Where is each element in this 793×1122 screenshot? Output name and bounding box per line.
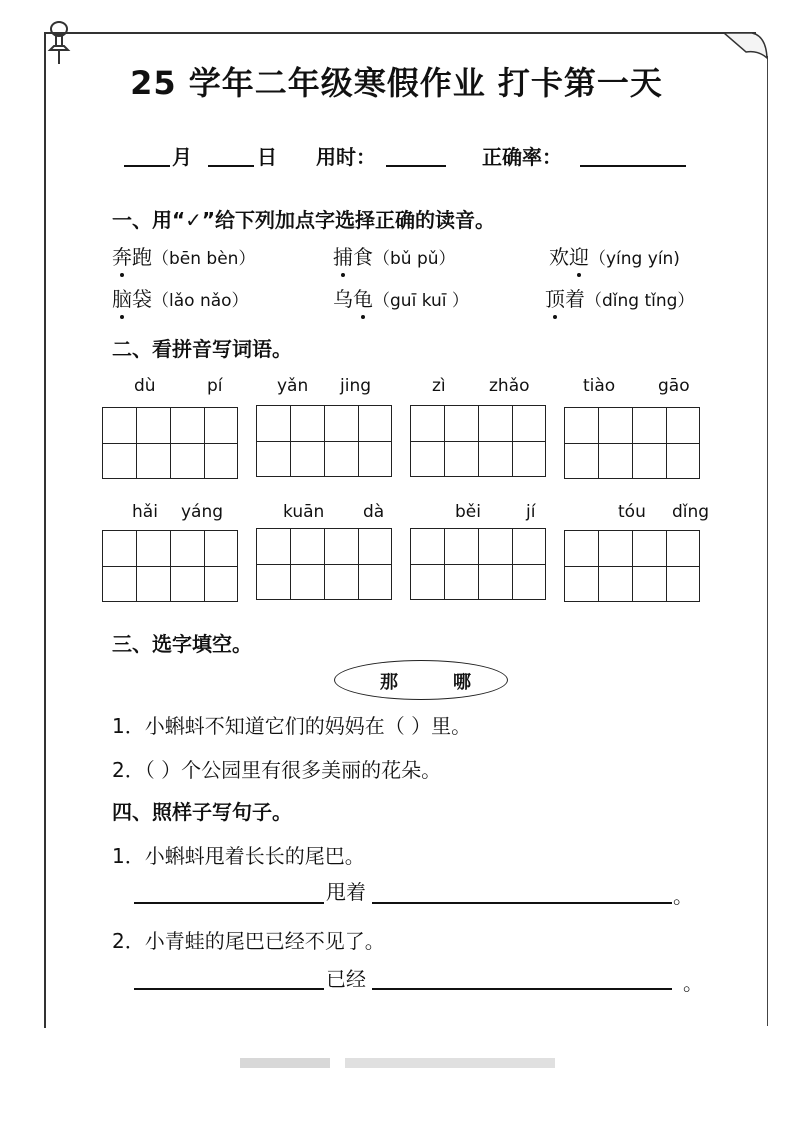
writing-grid[interactable] <box>102 407 238 479</box>
page-border-left <box>44 32 46 1028</box>
sentence-connector: 甩着 <box>326 880 366 904</box>
answer-blank[interactable] <box>134 988 324 990</box>
pinyin-label: zì <box>432 376 446 396</box>
pinyin-label: dǐng <box>672 502 710 522</box>
page-title: 25 学年二年级寒假作业 打卡第一天 <box>130 64 663 102</box>
example-sentence-2: 2．小青蛙的尾巴已经不见了。 <box>112 929 385 953</box>
pinyin-label: gāo <box>658 376 690 396</box>
pinyin-label: tiào <box>583 376 616 396</box>
choice-na3: 哪 <box>453 672 471 693</box>
pinyin-choice-item <box>112 241 255 270</box>
pinyin-label: yǎn <box>277 376 309 396</box>
pinyin-label: yáng <box>181 502 224 522</box>
pinyin-label: zhǎo <box>489 376 530 396</box>
char: 欢 <box>549 245 569 269</box>
time-blank[interactable] <box>386 143 446 167</box>
dotted-char: 迎 <box>569 241 589 270</box>
pinyin-label: běi <box>455 502 481 522</box>
choice-na4: 那 <box>380 672 398 693</box>
month-label: 月 <box>172 145 192 169</box>
time-label: 用时： <box>316 145 376 169</box>
writing-grid[interactable] <box>410 528 546 600</box>
dotted-char: 顶 <box>545 283 565 312</box>
sentence-period: 。 <box>683 971 703 995</box>
pinyin-label: jí <box>526 502 536 522</box>
pinyin-choice-item <box>545 283 694 312</box>
fill-question-1[interactable]: 1．小蝌蚪不知道它们的妈妈在（ ）里。 <box>112 714 472 738</box>
pinyin-label: dù <box>134 376 156 396</box>
pinyin-choice-item <box>333 241 456 270</box>
pinyin-options[interactable]: （guī kuī ） <box>373 291 469 311</box>
writing-grid[interactable] <box>102 530 238 602</box>
example-sentence-1: 1．小蝌蚪甩着长长的尾巴。 <box>112 844 365 868</box>
answer-blank[interactable] <box>372 902 672 904</box>
pinyin-label: hǎi <box>132 502 158 522</box>
pinyin-choice-item <box>333 283 469 312</box>
pinyin-options[interactable]: （dǐng tǐng） <box>585 291 695 311</box>
section-2-heading: 二、看拼音写词语。 <box>112 337 292 361</box>
writing-grid[interactable] <box>564 407 700 479</box>
writing-grid[interactable] <box>564 530 700 602</box>
fill-question-2[interactable]: 2．（ ）个公园里有很多美丽的花朵。 <box>112 758 442 782</box>
dotted-char: 捕 <box>333 241 353 270</box>
section-3-heading: 三、选字填空。 <box>112 632 252 656</box>
pinyin-options[interactable]: （yíng yín) <box>589 249 680 269</box>
pinyin-choice-item <box>549 241 680 270</box>
char: 乌 <box>333 287 353 311</box>
pinyin-choice-item <box>112 283 249 312</box>
pinyin-label: jing <box>340 376 372 396</box>
pinyin-options[interactable]: （bēn bèn） <box>152 249 256 269</box>
sentence-period: 。 <box>673 884 693 908</box>
accuracy-label: 正确率： <box>482 145 562 169</box>
pinyin-options[interactable]: （bǔ pǔ） <box>373 249 456 269</box>
answer-blank[interactable] <box>134 902 324 904</box>
char: 跑 <box>132 245 152 269</box>
pinyin-label: pí <box>207 376 223 396</box>
day-blank[interactable] <box>208 143 254 167</box>
pinyin-label: kuān <box>283 502 325 522</box>
answer-blank[interactable] <box>372 988 672 990</box>
dotted-char: 脑 <box>112 283 132 312</box>
section-4-heading: 四、照样子写句子。 <box>112 800 292 824</box>
dotted-char: 奔 <box>112 241 132 270</box>
blurred-footer <box>345 1058 555 1068</box>
section-1-heading: 一、用“✓”给下列加点字选择正确的读音。 <box>112 208 496 232</box>
writing-grid[interactable] <box>256 405 392 477</box>
pinyin-label: dà <box>363 502 385 522</box>
pinyin-label: tóu <box>618 502 646 522</box>
char: 袋 <box>132 287 152 311</box>
sentence-connector: 已经 <box>326 967 366 991</box>
month-blank[interactable] <box>124 143 170 167</box>
writing-grid[interactable] <box>410 405 546 477</box>
word-choice-oval <box>334 660 508 700</box>
pinyin-options[interactable]: （lǎo nǎo） <box>152 291 249 311</box>
blurred-footer <box>240 1058 330 1068</box>
writing-grid[interactable] <box>256 528 392 600</box>
dotted-char: 龟 <box>353 283 373 312</box>
page-border-top <box>44 32 756 34</box>
char: 着 <box>565 287 585 311</box>
accuracy-blank[interactable] <box>580 143 686 167</box>
char: 食 <box>353 245 373 269</box>
page-border-right <box>767 56 768 1026</box>
day-label: 日 <box>257 145 277 169</box>
